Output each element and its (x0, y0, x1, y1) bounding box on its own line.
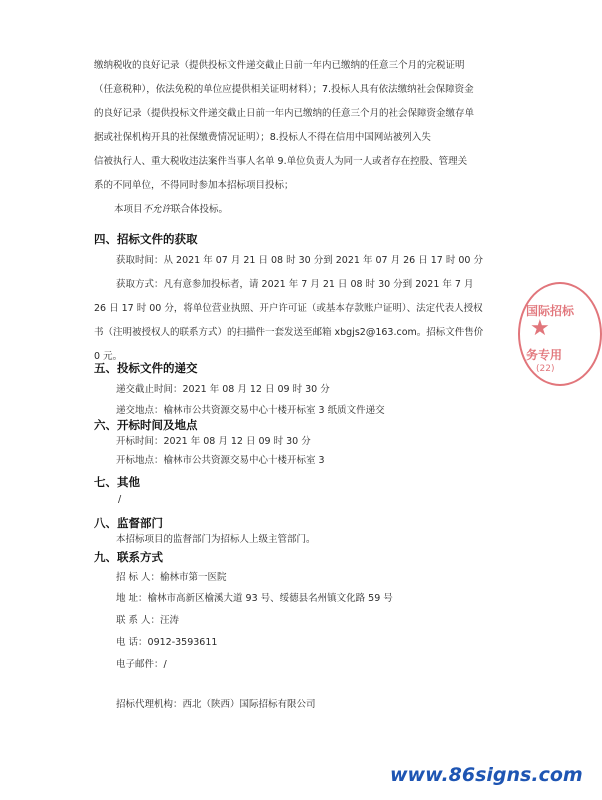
consortium-suffix: 联合体投标。 (171, 204, 229, 215)
section-heading: 四、招标文件的获取 (94, 232, 198, 246)
section-heading: 八、监督部门 (94, 516, 163, 530)
contact-phone: 电 话：0912-3593611 (116, 637, 218, 648)
seal-text-middle: 务专用 (526, 348, 563, 362)
other-content: / (118, 494, 122, 505)
watermark-text: www.86signs.com (390, 764, 583, 786)
acquire-time: 获取时间：从 2021 年 07 月 21 日 08 时 30 分到 2021 年 07 月 26 日 17 时 00 分 (116, 255, 483, 266)
seal-text-top: 国际招标 (526, 304, 575, 318)
body-line: 缴纳税收的良好记录（提供投标文件递交截止日前一年内已缴纳的任意三个月的完税证明 (94, 60, 465, 71)
contact-person: 联 系 人：汪涛 (116, 615, 180, 626)
contact-email: 电子邮件：/ (116, 659, 167, 670)
body-line: 的良好记录（提供投标文件递交截止日前一年内已缴纳的任意三个月的社会保障资金缴存单 (94, 108, 475, 119)
seal-number: (22) (536, 364, 555, 374)
section-heading: 七、其他 (94, 475, 140, 489)
agency-name: 招标代理机构：西北（陕西）国际招标有限公司 (116, 699, 316, 710)
consortium-italic: 不允许 (142, 204, 172, 215)
submission-deadline: 递交截止时间：2021 年 08 月 12 日 09 时 30 分 (116, 384, 330, 395)
section-heading: 九、联系方式 (94, 550, 163, 564)
official-seal (518, 282, 602, 386)
star-icon: ★ (530, 316, 550, 341)
submission-place: 递交地点：榆林市公共资源交易中心十楼开标室 3 纸质文件递交 (116, 405, 385, 416)
opening-place: 开标地点：榆林市公共资源交易中心十楼开标室 3 (116, 455, 325, 466)
contact-address: 地 址：榆林市高新区榆溪大道 93 号、绥德县名州镇文化路 59 号 (116, 593, 393, 604)
section-heading: 六、开标时间及地点 (94, 418, 198, 432)
acquire-method: 书（注明被授权人的联系方式）的扫描件一套发送至邮箱 xbgjs2@163.com。招标文件售价 (94, 327, 484, 338)
acquire-method: 获取方式：凡有意参加投标者，请 2021 年 7 月 21 日 08 时 30 分到 2021 年 7 月 (116, 279, 474, 290)
body-line: 信被执行人、重大税收违法案件当事人名单 9.单位负责人为同一人或者存在控股、管理关 (94, 156, 468, 167)
supervision-content: 本招标项目的监督部门为招标人上级主管部门。 (116, 534, 316, 545)
acquire-method: 0 元。 (94, 351, 123, 362)
body-line: 据或社保机构开具的社保缴费情况证明）；8.投标人不得在信用中国网站被列入失 (94, 132, 431, 143)
consortium-prefix: 本项目 (114, 204, 143, 215)
section-heading: 五、投标文件的递交 (94, 361, 198, 375)
body-line: 系的不同单位，不得同时参加本招标项目投标； (94, 180, 294, 191)
opening-time: 开标时间：2021 年 08 月 12 日 09 时 30 分 (116, 436, 311, 447)
contact-bidder: 招 标 人：榆林市第一医院 (116, 572, 227, 583)
body-line: （任意税种），依法免税的单位应提供相关证明材料）；7.投标人具有依法缴纳社会保障资金 (94, 84, 474, 95)
acquire-method: 26 日 17 时 00 分，将单位营业执照、开户许可证（或基本存款账户证明）、法定代表人授权 (94, 303, 483, 314)
consortium-line (114, 203, 228, 217)
